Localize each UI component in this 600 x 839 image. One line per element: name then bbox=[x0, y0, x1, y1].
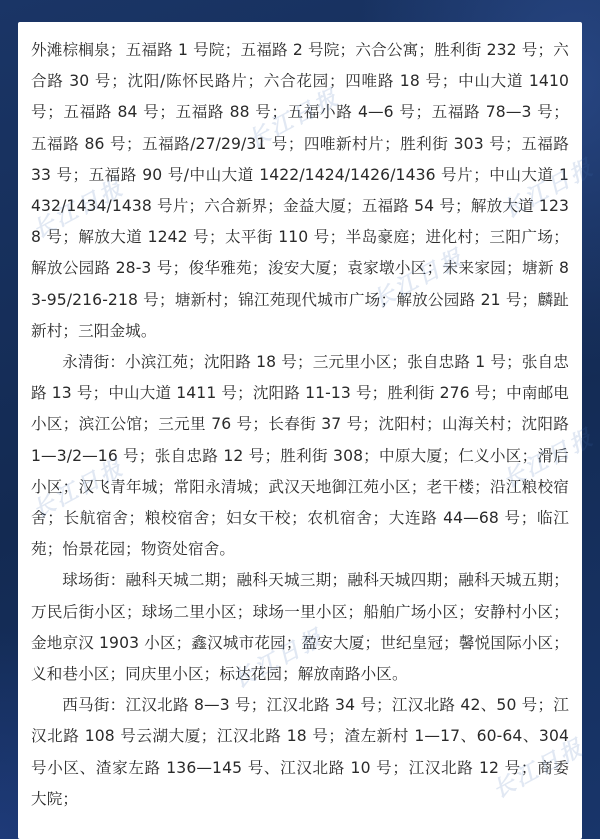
watermark-logo: 长江日报 bbox=[28, 173, 129, 244]
paragraph-yongqing-street: 永清街：小滨江苑；沈阳路 18 号；三元里小区；张自忠路 1 号；张自忠路 13 号；中山大道 1411 号；沈阳路 11-13 号；胜利街 276 号；中南邮电小区；滨江公馆；三元里 76 号；长春街 37 号；沈阳村；山海关村；沈阳路 1—3/2—16 号；张自忠路 12 号；胜利街 308；中原大厦；仁义小区；滑后小区；汉飞青年城；常阳永清城；武汉天地御江苑小区；老干楼；沿江粮校宿舍；长航宿舍；粮校宿舍；妇女干校；农机宿舍；大连路 44—68 号；临江苑；怡景花园；物资处宿舍。 bbox=[31, 353, 569, 559]
watermark-logo: 长江日报 bbox=[228, 623, 329, 694]
watermark-logo: 长江日报 bbox=[368, 243, 469, 314]
watermark-logo: 长江日报 bbox=[498, 153, 599, 224]
paragraph-intro: 外滩棕榈泉；五福路 1 号院；五福路 2 号院；六合公寓；胜利街 232 号；六合路 30 号；沈阳/陈怀民路片；六合花园；四唯路 18 号；中山大道 1410 号；五福路 84 号；五福路 88 号；五福小路 4—6 号；五福路 78—3 号；五福路 86 号；五福路/27/29/31 号；四唯新村片；胜利街 303 号；五福路 33 号；五福路 90 号/中山大道 1422/1424/1426/1436 号片；中山大道 1432/1434/1438 号片；六合新界；金益大厦；五福路 54 号；解放大道 1238 号；解放大道 1242 号；太平街 110 号；半岛豪庭；进化村；三阳广场；解放公园路 28-3 号；俊华雅苑；浚安大厦；袁家墩小区；未来家园；塘新 83-95/216-218 号；塘新村；锦江苑现代城市广场；解放公园路 21 号；麟趾新村；三阳金城。 bbox=[31, 41, 569, 340]
watermark-logo: 长江日报 bbox=[498, 423, 599, 494]
document-card bbox=[18, 22, 599, 839]
paragraph-qiuchang-street: 球场街：融科天城二期；融科天城三期；融科天城四期；融科天城五期；万民后街小区；球场二里小区；球场一里小区；船舶广场小区；安静村小区；金地京汉 1903 小区；鑫汉城市花园；盈安大厦；世纪皇冠；馨悦国际小区；义和巷小区；同庆里小区；标达花园；解放南路小区。 bbox=[31, 571, 569, 684]
watermark-logo: 长江日报 bbox=[488, 733, 589, 804]
paragraph-xima-street: 西马街：江汉北路 8—3 号；江汉北路 34 号；江汉北路 42、50 号；江汉北路 108 号云湖大厦；江汉北路 18 号；渣左新村 1—17、60-64、304 号小区、渣家左路 136—145 号、江汉北路 10 号；江汉北路 12 号；商委大院； bbox=[31, 696, 569, 808]
watermark-logo: 长江日报 bbox=[28, 453, 129, 524]
watermark-logo: 长江日报 bbox=[243, 83, 344, 154]
